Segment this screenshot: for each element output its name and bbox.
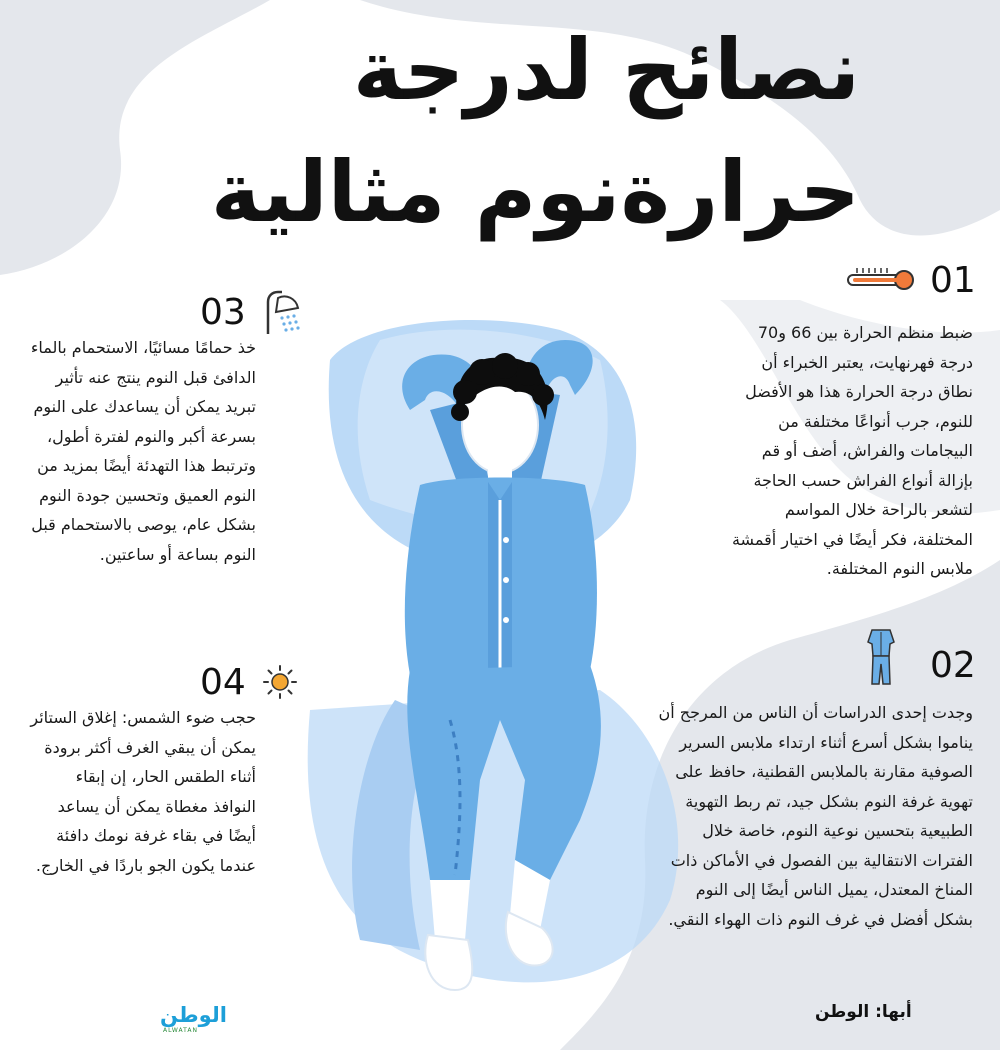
alwatan-logo-text: الوطن — [160, 1003, 227, 1027]
tip-01-number: 01 — [930, 260, 976, 301]
sun-icon — [262, 664, 298, 700]
thermometer-icon — [845, 266, 915, 292]
page-title-line-1: نصائح لدرجة — [352, 21, 860, 119]
tip-01-text: ضبط منظم الحرارة بين 66 و70 درجة فهرنهايت، يعتبر الخبراء أن نطاق درجة الحرارة هذا هو الأفضل للنوم، جرب أنواعًا مختلفة من البيجامات والفراش، أضف أو قم بإزالة أنواع الفراش حسب الحاجة لتشعر بالراحة خلال المواسم المختلفة، فكر أيضًا في اختيار أقمشة ملابس النوم المختلفة. — [731, 323, 973, 578]
tip-04-text: حجب ضوء الشمس: إغلاق الستائر يمكن أن يبقي الغرف أكثر برودة أثناء الطقس الحار، إن إبقاء النوافذ مغطاة يمكن أن يساعد أيضًا في بقاء غرفة نومك دافئة عندما يكون الجو باردًا في الخارج. — [30, 708, 256, 875]
tip-04-number: 04 — [200, 662, 246, 703]
tip-02-text: وجدت إحدى الدراسات أن الناس من المرجح أن يناموا بشكل أسرع أثناء ارتداء ملابس السرير الصوفية مقارنة بالملابس القطنية، حافظ على تهوية غرفة النوم بشكل جيد، تم ربط التهوية الطبيعية بتحسين نوعية النوم، خاصة خلال الفترات الانتقالية بين الفصول في الأماكن ذات المناخ المعتدل، يميل الناس أيضًا إلى النوم بشكل أفضل في غرف النوم ذات الهواء النقي. — [658, 703, 973, 929]
page-title-line-2: حرارةنوم مثالية — [210, 143, 860, 241]
source-credit: أبها: الوطن — [815, 1002, 912, 1022]
tip-02-number: 02 — [930, 645, 976, 686]
tip-03-text: خذ حمامًا مسائيًا، الاستحمام بالماء الدافئ قبل النوم ينتج عنه تأثير تبريد يمكن أن يساعدك على النوم بسرعة أكبر والنوم لفترة أطول، وترتبط هذا التهدئة أيضًا بمزيد من النوم العميق وتحسين جودة النوم بشكل عام، يوصى بالاستحمام قبل النوم بساعة أو ساعتين. — [30, 338, 256, 564]
pajamas-icon — [866, 628, 896, 686]
sleeping-person-illustration — [300, 300, 700, 1020]
alwatan-logo-subtext: ALWATAN — [163, 1027, 198, 1034]
tip-03-number: 03 — [200, 292, 246, 333]
shower-icon — [262, 290, 304, 336]
